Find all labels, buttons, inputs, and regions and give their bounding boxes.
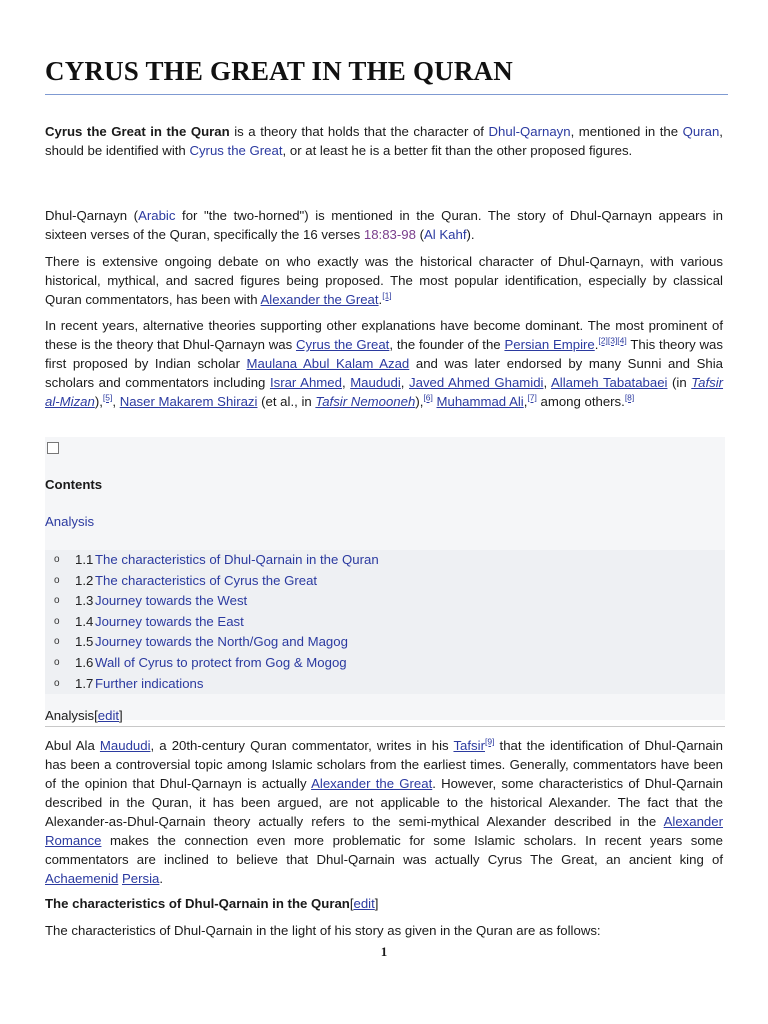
edit-bracket: ] (374, 896, 379, 911)
paragraph-characteristics-intro: The characteristics of Dhul-Qarnain in the light of his story as given in the Quran are as follows: (45, 923, 601, 938)
toc-item-link[interactable]: The characteristics of Dhul-Qarnain in the Quran (95, 552, 379, 567)
link-al-kahf[interactable]: Al Kahf (423, 227, 467, 242)
bullet-icon: o (54, 595, 60, 607)
p3-text: In recent years, alternative theories supporting other explanations have become dominant. The most prominent of these is the theory that Dhul-Qarnayn was (45, 318, 723, 352)
intro-text: , or at least he is a better fit than the other proposed figures. (282, 143, 633, 158)
analysis-text: . However, some characteristics of Dhul-Qarnain described in the Quran, it has been argued, are not applicable to the historical Alexander. The fact that the Alexander-as-Dhul-Qarnain theory actually refers to the semi-mythical Alexander described in the (45, 776, 724, 829)
toc-heading: Contents (45, 477, 103, 492)
link-allameh-tabatabaei[interactable]: Allameh Tabatabaei (550, 375, 668, 390)
toc-item[interactable] (45, 653, 725, 674)
link-dhul-qarnayn[interactable]: Dhul-Qarnayn (488, 124, 571, 139)
link-alexander-the-great[interactable]: Alexander the Great (260, 292, 379, 307)
toc-item-number: 1.6 (75, 654, 94, 670)
reference-6[interactable]: [6] (423, 392, 433, 403)
toc-item-number: 1.2 (75, 572, 94, 588)
link-muhammad-ali[interactable]: Muhammad Ali (436, 394, 524, 409)
p3-text: This theory was first proposed by Indian scholar (45, 337, 723, 371)
edit-bracket: ] (119, 708, 123, 723)
p1-text: ). (466, 227, 475, 242)
page-title: CYRUS THE GREAT IN THE QURAN (45, 56, 513, 86)
link-naser-makarem-shirazi[interactable]: Naser Makarem Shirazi (119, 394, 258, 409)
link-verse-18-83-98[interactable]: 18:83-98 (363, 227, 416, 242)
toc-item[interactable] (45, 674, 725, 695)
link-israr-ahmed[interactable]: Israr Ahmed (269, 375, 342, 390)
p1-text: for "the two-horned") is mentioned in the Quran. The story of Dhul-Qarnayn appears in sixteen verses of the Quran, specifically the 16 verses (45, 208, 723, 242)
analysis-text: makes the connection even more problematic for some Islamic scholars. In recent years some commentators are inclined to believe that Dhul-Qarnain was actually Cyrus The Great, an ancient king of (45, 833, 723, 867)
toc-link-analysis[interactable]: Analysis (45, 514, 95, 529)
toc-item-link[interactable]: Journey towards the North/Gog and Magog (95, 634, 348, 650)
toc-item-link[interactable]: Further indications (95, 675, 204, 691)
toc-item-link[interactable]: Journey towards the West (95, 593, 248, 609)
p3-text: among others. (536, 394, 625, 409)
edit-bracket: [ (349, 896, 354, 911)
subsection-heading-text: The characteristics of Dhul-Qarnain in the Quran (45, 896, 350, 911)
p3-text: , the founder of the (389, 337, 505, 352)
link-tafsir-al-mizan-text: Tafsir al-Mizan (45, 375, 724, 409)
subsection-heading (45, 896, 378, 911)
link-tafsir[interactable]: Tafsir (453, 738, 485, 753)
reference-1[interactable]: [1] (382, 290, 392, 301)
toc-item-link[interactable]: Wall of Cyrus to protect from Gog & Mogog (95, 654, 347, 670)
page-number: 1 (380, 944, 388, 959)
link-maulana-abul-kalam-azad[interactable]: Maulana Abul Kalam Azad (246, 356, 410, 371)
reference-8[interactable]: [8] (624, 392, 635, 403)
analysis-text: Abul Ala (45, 738, 100, 753)
reference-7[interactable]: [7] (527, 392, 537, 403)
bullet-icon: o (54, 615, 60, 627)
toc-list (45, 550, 725, 694)
p3-text: , (543, 375, 551, 390)
toc-item-number: 1.5 (75, 634, 94, 650)
bullet-icon: o (54, 677, 60, 689)
bullet-icon: o (54, 554, 60, 565)
analysis-text: that the identification of Dhul-Qarnain has been a controversial topic among Islamic scholars from the earliest times. Generally, commentators have been of the opinion that Dhul-Qarnayn is actually (45, 738, 723, 791)
link-tafsir-nemooneh-text: Tafsir Nemooneh (315, 394, 416, 409)
paragraph-alternative-theories (45, 316, 723, 411)
link-quran[interactable]: Quran (682, 124, 720, 139)
p3-text: , (341, 375, 351, 390)
analysis-text: , a 20th-century Quran commentator, writes in his (150, 738, 454, 753)
section-heading-analysis (45, 708, 123, 723)
p3-text: , (400, 375, 410, 390)
section-heading-text: Analysis (45, 708, 95, 723)
toc-item-number: 1.1 (75, 552, 94, 567)
intro-paragraph (45, 122, 723, 160)
p1-text: Dhul-Qarnayn ( (45, 208, 139, 223)
bullet-icon: o (54, 636, 60, 648)
toc-item[interactable] (45, 591, 725, 612)
link-alexander-romance[interactable]: Alexander Romance (45, 814, 723, 848)
p3-text: (in (667, 375, 692, 390)
link-maududi[interactable]: Maududi (350, 375, 401, 390)
intro-text: is a theory that holds that the character of (229, 124, 489, 139)
p2-text: There is extensive ongoing debate on who exactly was the historical character of Dhul-Qarnayn, with various historical, mythical, and sacred figures being proposed. The most popular identification, especially by classical Quran commentators, has been with (45, 254, 723, 307)
bullet-icon: o (54, 574, 60, 586)
link-arabic[interactable]: Arabic (138, 208, 176, 223)
toc-item-link[interactable]: Journey towards the East (95, 613, 244, 629)
link-persian-empire[interactable]: Persian Empire (504, 337, 595, 352)
section-divider (45, 726, 725, 727)
p3-text: and was later endorsed by many Sunni and Shia scholars and commentators including (45, 356, 723, 390)
toc-item[interactable] (45, 571, 725, 592)
reference-2-3-4[interactable]: [2][3][4] (598, 335, 627, 346)
toc-item[interactable] (45, 632, 725, 653)
p3-text: , (523, 394, 528, 409)
link-cyrus-the-great[interactable]: Cyrus the Great (189, 143, 283, 158)
intro-text: , mentioned in the (570, 124, 683, 139)
link-cyrus-the-great-2[interactable]: Cyrus the Great (295, 337, 390, 352)
toc-item-number: 1.7 (75, 675, 94, 691)
p3-text: ), (415, 394, 424, 409)
title-divider (45, 94, 728, 95)
edit-link[interactable]: edit (97, 708, 120, 723)
reference-5[interactable]: [5] (102, 392, 113, 403)
paragraph-debate (45, 252, 723, 309)
link-javed-ahmed-ghamidi[interactable]: Javed Ahmed Ghamidi (409, 375, 544, 390)
p2-text: . (378, 292, 383, 307)
paragraph-definition (45, 206, 723, 244)
paragraph-analysis (45, 736, 723, 888)
link-maududi-2[interactable]: Maududi (99, 738, 151, 753)
link-persia[interactable]: Persia (121, 871, 160, 886)
p3-text: , (112, 394, 120, 409)
edit-bracket: [ (94, 708, 98, 723)
edit-link-2[interactable]: edit (353, 896, 375, 911)
toc-item-number: 1.4 (75, 613, 94, 629)
intro-bold-term: Cyrus the Great in the Quran (45, 124, 230, 139)
analysis-text: . (159, 871, 164, 886)
toc-item-number: 1.3 (75, 593, 94, 609)
p3-text: . (594, 337, 599, 352)
link-alexander-the-great-2[interactable]: Alexander the Great (311, 776, 433, 791)
reference-9[interactable]: [9] (484, 736, 495, 747)
p3-text: (et al., in (257, 394, 316, 409)
toc-item[interactable] (45, 550, 725, 571)
intro-text: , should be identified with (45, 124, 723, 158)
bullet-icon: o (54, 656, 60, 668)
toc-toggle-checkbox[interactable] (47, 442, 59, 454)
p3-text: ), (94, 394, 103, 409)
toc-item[interactable] (45, 612, 725, 633)
link-achaemenid[interactable]: Achaemenid (45, 871, 119, 886)
link-tafsir-nemooneh[interactable] (315, 394, 415, 409)
p1-text: ( (415, 227, 424, 242)
toc-item-link[interactable]: The characteristics of Cyrus the Great (95, 572, 318, 588)
